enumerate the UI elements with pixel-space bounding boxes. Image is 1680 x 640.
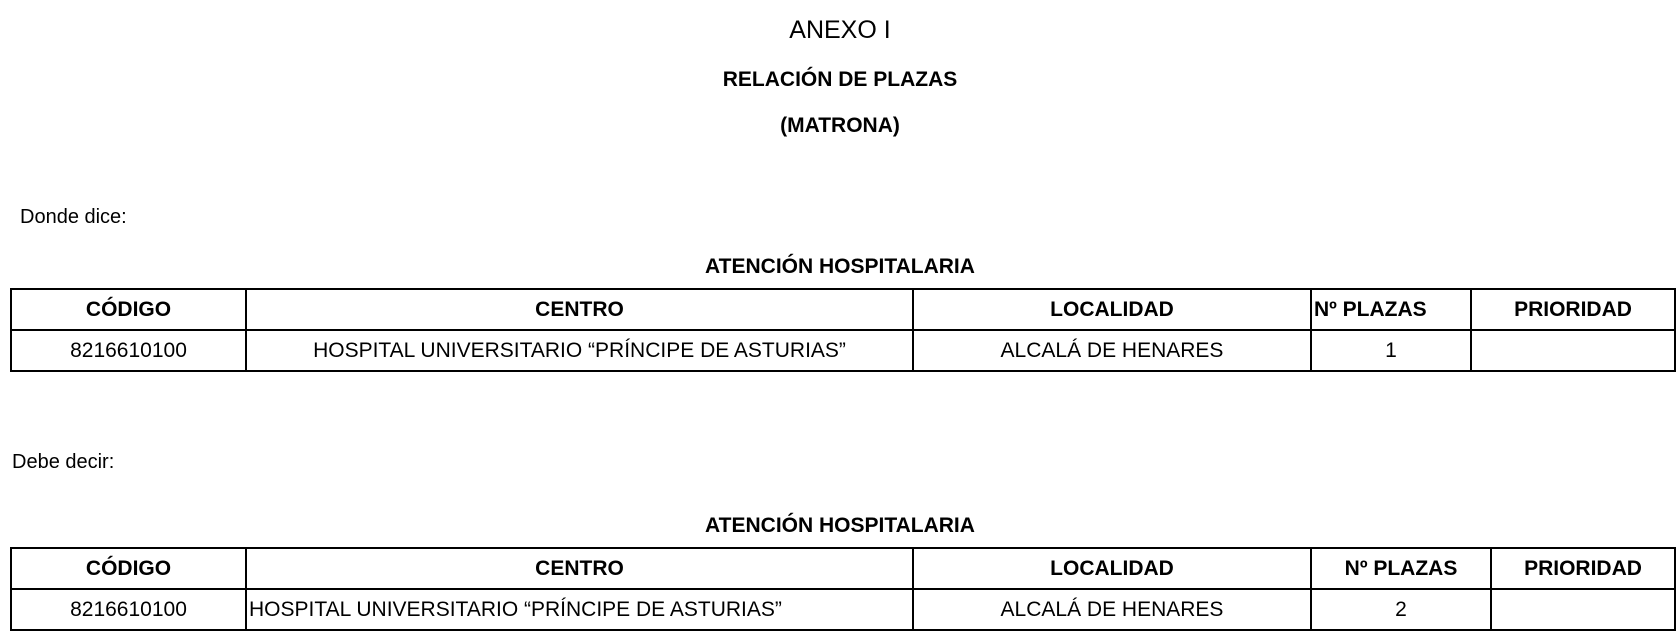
cell-centro: HOSPITAL UNIVERSITARIO “PRÍNCIPE DE ASTURIAS” [246,589,913,630]
donde-dice-table-heading: ATENCIÓN HOSPITALARIA [705,255,975,278]
cell-codigo: 8216610100 [11,330,246,371]
table-row [11,589,1675,630]
section-title: RELACIÓN DE PLAZAS [722,68,958,91]
table-row [11,330,1675,371]
cell-codigo: 8216610100 [11,589,246,630]
cell-prioridad [1471,330,1675,371]
debe-decir-table-heading: ATENCIÓN HOSPITALARIA [705,514,975,537]
column-header-centro: CENTRO [246,548,913,589]
cell-plazas: 1 [1311,330,1471,371]
cell-centro: HOSPITAL UNIVERSITARIO “PRÍNCIPE DE ASTURIAS” [246,330,913,371]
section-subtitle: (MATRONA) [780,114,900,137]
cell-prioridad [1491,589,1675,630]
cell-plazas: 2 [1311,589,1491,630]
cell-localidad: ALCALÁ DE HENARES [913,589,1311,630]
column-header-prioridad: PRIORIDAD [1491,548,1675,589]
column-header-plazas: Nº PLAZAS [1311,289,1471,330]
column-header-localidad: LOCALIDAD [913,289,1311,330]
donde-dice-table [10,288,1676,372]
column-header-centro: CENTRO [246,289,913,330]
table-header-row [11,289,1675,330]
debe-decir-table [10,547,1676,631]
column-header-localidad: LOCALIDAD [913,548,1311,589]
column-header-plazas: Nº PLAZAS [1311,548,1491,589]
annex-title: ANEXO I [789,16,891,44]
column-header-prioridad: PRIORIDAD [1471,289,1675,330]
column-header-codigo: CÓDIGO [11,289,246,330]
cell-localidad: ALCALÁ DE HENARES [913,330,1311,371]
debe-decir-label: Debe decir: [12,451,115,473]
column-header-codigo: CÓDIGO [11,548,246,589]
donde-dice-label: Donde dice: [20,206,127,228]
table-header-row [11,548,1675,589]
